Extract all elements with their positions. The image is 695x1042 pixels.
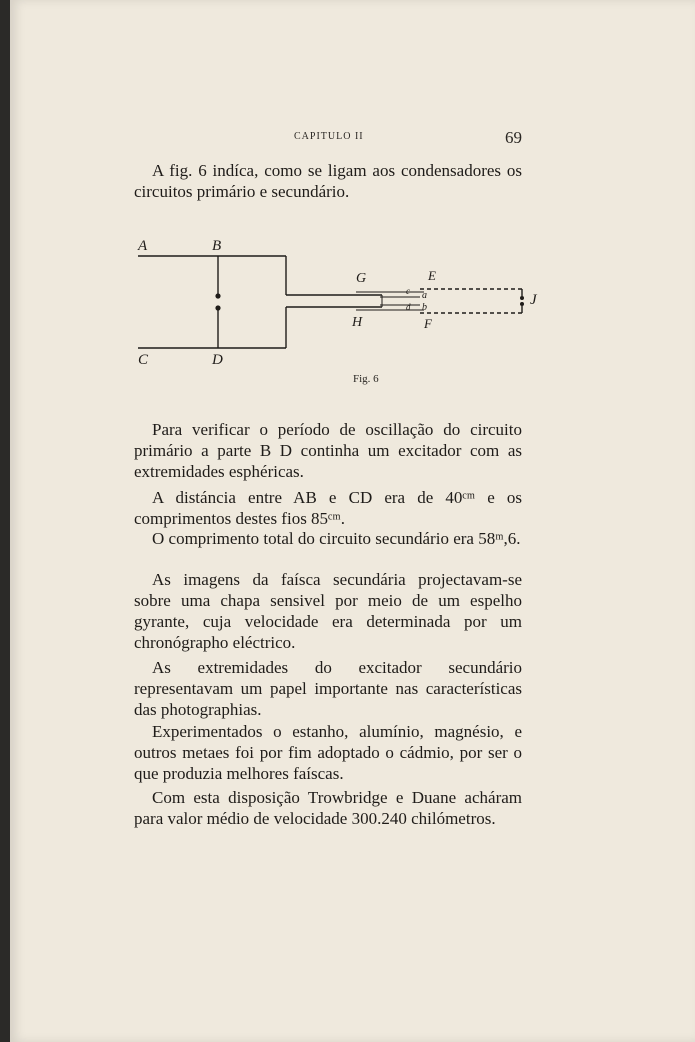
label-a-small: a [422,290,427,301]
label-g: G [356,271,367,286]
label-j: J [530,292,537,308]
label-d: D [212,352,223,368]
circuit-drawing [124,232,554,374]
label-a: A [138,238,148,254]
paragraph-extremities: As extremidades do excitador secundário representavam um papel importante nas características das photographias. [134,658,522,719]
paragraph-metals: Experimentados o estanho, alumínio, magnésio, e outros metaes foi por fim adoptado o cádmio, por ser o que produzia melhores faíscas. [134,722,522,783]
label-b-small: b [422,302,427,313]
exciter-ball-bottom [215,305,220,310]
label-c-small: c [406,286,410,296]
label-e: E [428,268,436,283]
label-d-small: d [406,302,411,312]
exciter-ball-top [215,293,220,298]
paragraph-images: As imagens da faísca secundária projectavam-se sobre uma chapa sensivel por meio de um espelho gyrante, cuja velocidade era determinada por um chronógrapho eléctrico. [134,570,522,652]
circuit-diagram [124,232,554,374]
secondary-ball-top [520,296,524,300]
label-c: C [138,352,149,368]
paragraph-length: O comprimento total do circuito secundário era 58ᵐ,6. [152,529,521,548]
secondary-ball-bottom [520,302,524,306]
label-b: B [212,238,222,254]
paragraph-period: Para verificar o período de oscillação do circuito primário a parte B D continha um excitador com as extremidades esphéricas. [134,420,522,481]
book-page [10,0,695,1042]
page-number: 69 [505,128,522,147]
figure-caption: Fig. 6 [353,373,379,385]
paragraph-result: Com esta disposição Trowbridge e Duane acháram para valor médio de velocidade 300.240 chilómetros. [134,788,522,828]
label-f: F [424,316,432,331]
page-header [10,128,695,148]
paragraph-distance: A distáncia entre AB e CD era de 40ᶜᵐ e os comprimentos destes fios 85ᶜᵐ. [134,488,522,528]
paragraph-intro: A fig. 6 indíca, como se ligam aos condensadores os circuitos primário e secundário. [134,161,522,201]
label-h: H [352,315,363,330]
running-head: CAPITULO II [294,131,364,142]
